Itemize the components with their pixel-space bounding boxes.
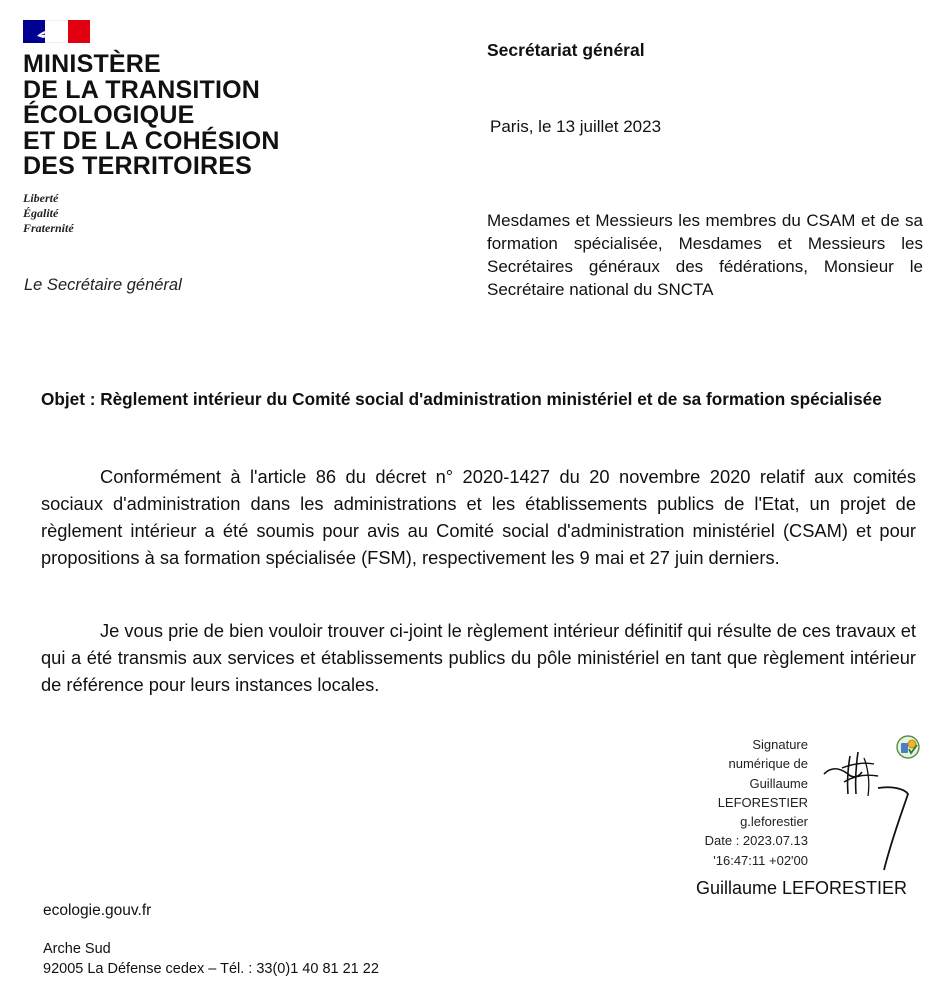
address-line: Arche Sud bbox=[43, 941, 111, 957]
marianne-profile-icon bbox=[31, 22, 71, 41]
motto-line: Égalité bbox=[23, 206, 59, 220]
ministry-line: ET DE LA COHÉSION bbox=[23, 126, 280, 155]
signature-info-line: numérique de bbox=[728, 756, 808, 772]
footer-address bbox=[43, 939, 379, 979]
motto-line: Liberté bbox=[23, 191, 59, 205]
signer-name: Guillaume LEFORESTIER bbox=[696, 878, 908, 898]
marianne-logo bbox=[23, 20, 90, 43]
signature-info-line: LEFORESTIER bbox=[717, 794, 808, 810]
signature-info-line: Signature bbox=[752, 737, 808, 752]
signature-info-line: Guillaume bbox=[749, 775, 808, 791]
footer-website[interactable]: ecologie.gouv.fr bbox=[43, 902, 152, 919]
motto-line: Fraternité bbox=[23, 221, 74, 235]
signature-info-line: '16:47:11 +02'00 bbox=[713, 852, 808, 868]
signature-validity-icon bbox=[895, 734, 921, 760]
ministry-line: DE LA TRANSITION bbox=[23, 75, 260, 104]
ministry-line: DES TERRITOIRES bbox=[23, 152, 252, 180]
recipients-block: Mesdames et Messieurs les membres du CSAM et de sa formation spécialisée, Mesdames et Messieurs les Secrétaires généraux des fédérations, Monsieur le Secrétaire national du SNCTA bbox=[487, 211, 923, 299]
signature-info-line: g.leforestier bbox=[740, 814, 808, 830]
ministry-name bbox=[23, 52, 323, 180]
digital-signature-info bbox=[660, 735, 808, 870]
signatory-role: Le Secrétaire général bbox=[24, 276, 182, 294]
subject-line: Objet : Règlement intérieur du Comité social d'administration ministériel et de sa formation spécialisée bbox=[41, 389, 882, 409]
republic-motto bbox=[23, 191, 74, 236]
ministry-line: ÉCOLOGIQUE bbox=[23, 101, 195, 129]
body-paragraph: Je vous prie de bien vouloir trouver ci-joint le règlement intérieur définitif qui résulte de ces travaux et qui a été transmis aux services et établissements publics du pôle ministériel en tant que règlement intérieur de référence pour leurs instances locales. bbox=[41, 620, 916, 695]
service-title: Secrétariat général bbox=[487, 40, 645, 60]
signature-info-line: Date : 2023.07.13 bbox=[704, 833, 808, 849]
address-line: 92005 La Défense cedex – Tél. : 33(0)1 40 81 21 22 bbox=[43, 961, 379, 977]
ministry-line: MINISTÈRE bbox=[23, 50, 161, 78]
body-paragraph: Conformément à l'article 86 du décret n° 2020-1427 du 20 novembre 2020 relatif aux comités sociaux d'administration dans les administrations et les établissements publics de l'Etat, un projet de règlement intérieur a été soumis pour avis au Comité social d'administration ministériel (CSAM) et pour propositions à sa formation spécialisée (FSM), respectivement les 9 mai et 27 juin derniers. bbox=[41, 466, 916, 568]
date-line: Paris, le 13 juillet 2023 bbox=[490, 117, 662, 136]
